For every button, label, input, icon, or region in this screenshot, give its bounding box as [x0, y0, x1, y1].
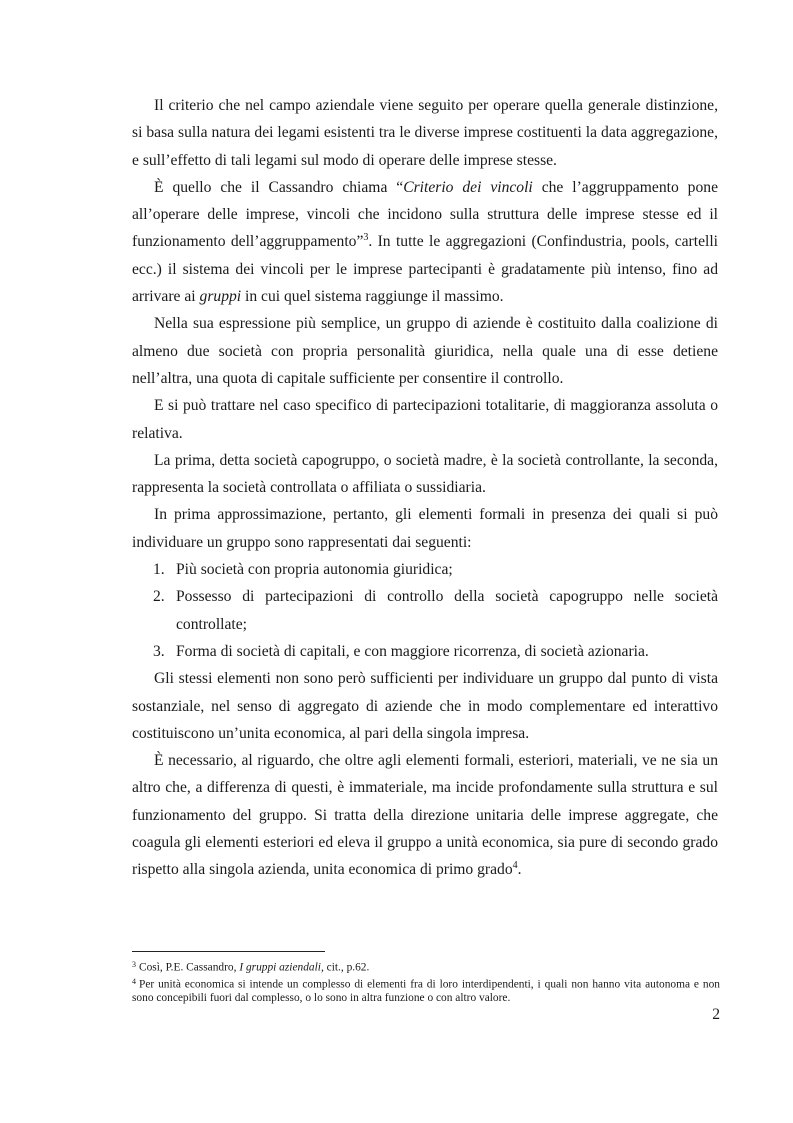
footnote-divider	[132, 951, 325, 952]
footnote-mark: 3	[132, 960, 136, 969]
list-item	[132, 638, 718, 665]
paragraph-2-text-a: È quello che il Cassandro chiama “	[154, 178, 404, 196]
footnote-mark: 4	[132, 976, 136, 986]
footnote-4	[132, 975, 720, 1006]
paragraph-8-text-a: È necessario, al riguardo, che oltre agli elementi formali, esteriori, materiali, ve ne sia un altro che, a differenza di questi, è immateriale, ma incide profondamente sulla struttura e sul funzionamento del gruppo. Si tratta della direzione unitaria delle imprese aggregate, che coagula gli elementi esteriori ed eleva il gruppo a unità economica, sia pure di secondo grado rispetto alla singola azienda, unita economica di primo grado	[132, 752, 718, 879]
paragraph-3: Nella sua espressione più semplice, un gruppo di aziende è costituito dalla coalizione di almeno due società con propria personalità giuridica, nella quale una di esse detiene nell’altra, una quota di capitale sufficiente per consentire il controllo.	[132, 315, 718, 387]
footnote-ref-3: 3	[363, 232, 369, 244]
footnote-text: Per unità economica si intende un complesso di elementi fra di loro interdipendenti, i quali non hanno vita autonoma e non sono concepibili fuori dal complesso, o lo sono in altra funzione o con altro valore.	[132, 978, 720, 1005]
footnote-3	[132, 958, 720, 975]
numbered-list	[132, 556, 718, 665]
paragraph-8-text-b: .	[517, 861, 522, 879]
paragraph-2-italic: Criterio dei vincoli	[403, 178, 533, 196]
paragraph-2-text-c: . In tutte le aggregazioni (Confindustria, pools, cartelli ecc.) il sistema dei vincoli per le imprese partecipanti è gradatamente più intenso, fino ad arrivare ai	[132, 233, 718, 306]
paragraph-2-italic-2: gruppi	[199, 288, 242, 306]
page-number: 2	[712, 1006, 720, 1023]
paragraph-6: In prima approssimazione, pertanto, gli elementi formali in presenza dei quali si può individuare un gruppo sono rappresentati dai seguenti:	[132, 506, 718, 551]
list-item-number: 3.	[153, 642, 165, 660]
footnote-ref-4: 4	[512, 860, 518, 872]
list-item-text: Più società con propria autonomia giuridica;	[176, 561, 453, 579]
paragraph-2-text-b: che l’aggruppamento pone all’operare delle imprese, vincoli che incidono sulla struttura delle imprese stesse ed il funzionamento dell’aggruppamento”	[132, 178, 718, 251]
paragraph-7: Gli stessi elementi non sono però sufficienti per individuare un gruppo dal punto di vista sostanziale, nel senso di aggregato di aziende che in modo complementare ed interattivo costituiscono un’unita economica, al pari della singola impresa.	[132, 670, 718, 742]
paragraph-1: Il criterio che nel campo aziendale viene seguito per operare quella generale distinzione, si basa sulla natura dei legami esistenti tra le diverse imprese costituenti la data aggregazione, e sull’effetto di tali legami sul modo di operare delle imprese stesse.	[132, 97, 718, 169]
list-item-text: Forma di società di capitali, e con maggiore ricorrenza, di società azionaria.	[176, 642, 649, 660]
footnote-italic-title: I gruppi aziendali,	[239, 961, 324, 974]
list-item-number: 2.	[153, 588, 165, 606]
list-item-number: 1.	[153, 561, 165, 579]
paragraph-5: La prima, detta società capogruppo, o società madre, è la società controllante, la seconda, rappresenta la società controllata o affiliata o sussidiaria.	[132, 451, 718, 497]
paragraph-4: E si può trattare nel caso specifico di partecipazioni totalitarie, di maggioranza assoluta o relativa.	[132, 397, 718, 442]
body-text	[132, 92, 718, 884]
paragraph-2	[132, 174, 718, 310]
footnotes	[132, 958, 720, 1005]
paragraph-8	[132, 747, 718, 883]
list-item	[132, 556, 718, 583]
footnote-text-end: cit., p.62.	[323, 961, 370, 974]
list-item	[132, 583, 718, 638]
paragraph-2-text-d: in cui quel sistema raggiunge il massimo.	[241, 288, 504, 306]
list-item-text: Possesso di partecipazioni di controllo della società capogruppo nelle società controllate;	[176, 588, 718, 633]
footnote-text: Così, P.E. Cassandro,	[139, 961, 240, 974]
